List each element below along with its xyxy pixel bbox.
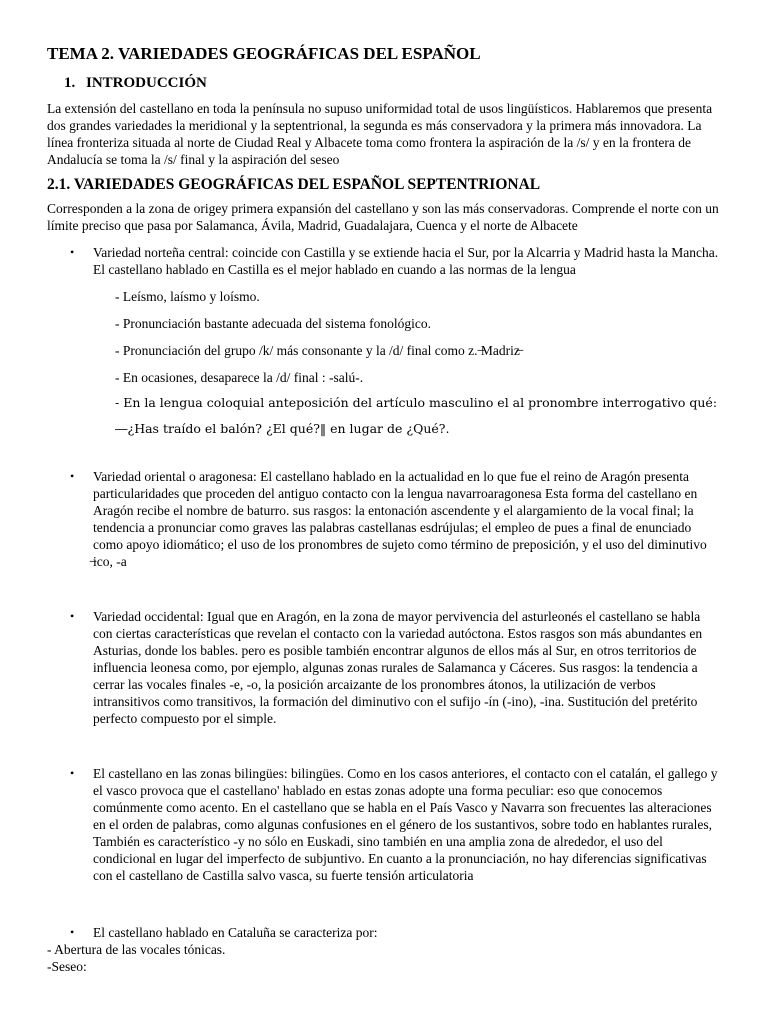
document-title: TEMA 2. VARIEDADES GEOGRÁFICAS DEL ESPAÑOL xyxy=(47,44,481,63)
list-item-text: El castellano en las zonas bilingües: bilingües. Como en los casos anteriores, el contacto con el catalán, el gallego y el vasco provoca que el castellano' hablado en estas zonas adopte una forma peculiar: eso que conocemos comúnmente como acento. En el castellano que se habla en el País Vasco y Navarra son frecuentes las alteraciones en el orden de palabras, como algunas confusiones en el género de los sustantivos, sobre todo en hablantes rurales, También es característico -y no sólo en Euskadi, sino también en una amplia zona de alrededor, el uso del condicional en lugar del imperfecto de subjuntivo. En cuanto a la pronunciación, no hay diferencias significativas con el castellano de Castilla salvo vasca, su fuerte tensión articulatoria xyxy=(93,766,718,883)
feature-sublist xyxy=(47,288,720,442)
intro-heading xyxy=(47,74,720,93)
bullet-icon: • xyxy=(70,469,75,483)
bullet-icon: • xyxy=(70,925,75,939)
catalan-features xyxy=(47,941,720,975)
feature-item: - En ocasiones, desaparece la /d/ final : -salú-. xyxy=(115,370,364,385)
list-item xyxy=(47,468,720,570)
feature-item: - Abertura de las vocales tónicas. xyxy=(47,942,226,957)
intro-number: 1. xyxy=(64,75,76,91)
feature-item: - Pronunciación del grupo /k/ más consonante y la /d/ final como z. ̶Madriz̶ xyxy=(115,343,520,358)
variety-list xyxy=(47,468,720,941)
feature-item: - Pronunciación bastante adecuada del sistema fonológico. xyxy=(115,316,432,331)
section-heading: 2.1. VARIEDADES GEOGRÁFICAS DEL ESPAÑOL SEPTENTRIONAL xyxy=(47,176,541,193)
list-item-text: Variedad oriental o aragonesa: El castellano hablado en la actualidad en lo que fue el reino de Aragón presenta particularidades que proceden del antiguo contacto con la lengua navarroaragonesa Esta forma del castellano en Aragón recibe el nombre de baturro. sus rasgos: la entonación ascendente y el alargamiento de la vocal final; la tendencia a pronunciar como graves las palabras castellanas esdrújulas; el empleo de pues a final de enunciado como apoyo idiomático; el uso de los pronombres de sujeto como término de preposición, y el uso del diminutivo ̶ico, -a xyxy=(93,469,707,569)
list-item-text: Variedad norteña central: coincide con Castilla y se extiende hacia el Sur, por la Alcarria y Madrid hasta la Mancha. El castellano hablado en Castilla es el mejor hablado en cuando a las normas de la lengua xyxy=(93,245,719,277)
intro-paragraph: La extensión del castellano en toda la península no supuso uniformidad total de usos lingüísticos. Hablaremos que presenta dos grandes variedades la meridional y la septentrional, la segunda es más conservadora y la primera más innovadora. La línea fronteriza situada al norte de Ciudad Real y Albacete toma como frontera la aspiración de la /s/ y en la frontera de Andalucía se toma la /s/ final y la aspiración del seseo xyxy=(47,101,713,167)
intro-heading-text: INTRODUCCIÓN xyxy=(86,75,207,91)
list-item xyxy=(47,765,720,884)
list-item-text: Variedad occidental: Igual que en Aragón, en la zona de mayor pervivencia del asturleonés el castellano se habla con ciertas características que revelan el contacto con la variedad autóctona. Estos rasgos son más abundantes en Asturias, donde los bables. pero es posible también encontrar algunos de ellos más al Sur, en otros territorios de influencia leonesa como, por ejemplo, algunas zonas rurales de Salamanca y Cáceres. Sus rasgos: la tendencia a cerrar las vocales finales -e, -o, la posición arcaizante de los pronombres átonos, la utilización de verbos intransitivos como transitivos, la formación del diminutivo con el sufijo -ín (-ino), -ina. Sustitución del pretérito perfecto compuesto por el simple. xyxy=(93,609,703,726)
feature-item: - Leísmo, laísmo y loísmo. xyxy=(115,289,260,304)
list-item xyxy=(47,244,720,278)
list-item xyxy=(47,924,720,941)
section-paragraph: Corresponden a la zona de origey primera expansión del castellano y son las más conservadoras. Comprende el norte con un límite preciso que pasa por Salamanca, Ávila, Madrid, Guadalajara, Cuenca y el norte de Albacete xyxy=(47,201,719,233)
variety-list xyxy=(47,244,720,278)
list-item xyxy=(47,608,720,727)
feature-item: -Seseo: xyxy=(47,959,87,974)
bullet-icon: • xyxy=(70,609,75,623)
bullet-icon: • xyxy=(70,766,75,780)
feature-item: - En la lengua coloquial anteposición del artículo masculino el al pronombre interrogativo qué: ―¿Has traído el balón? ¿El qué?‖ en lugar de ¿Qué?. xyxy=(115,395,718,436)
list-item-text: El castellano hablado en Cataluña se caracteriza por: xyxy=(93,925,378,940)
bullet-icon: • xyxy=(70,245,75,259)
